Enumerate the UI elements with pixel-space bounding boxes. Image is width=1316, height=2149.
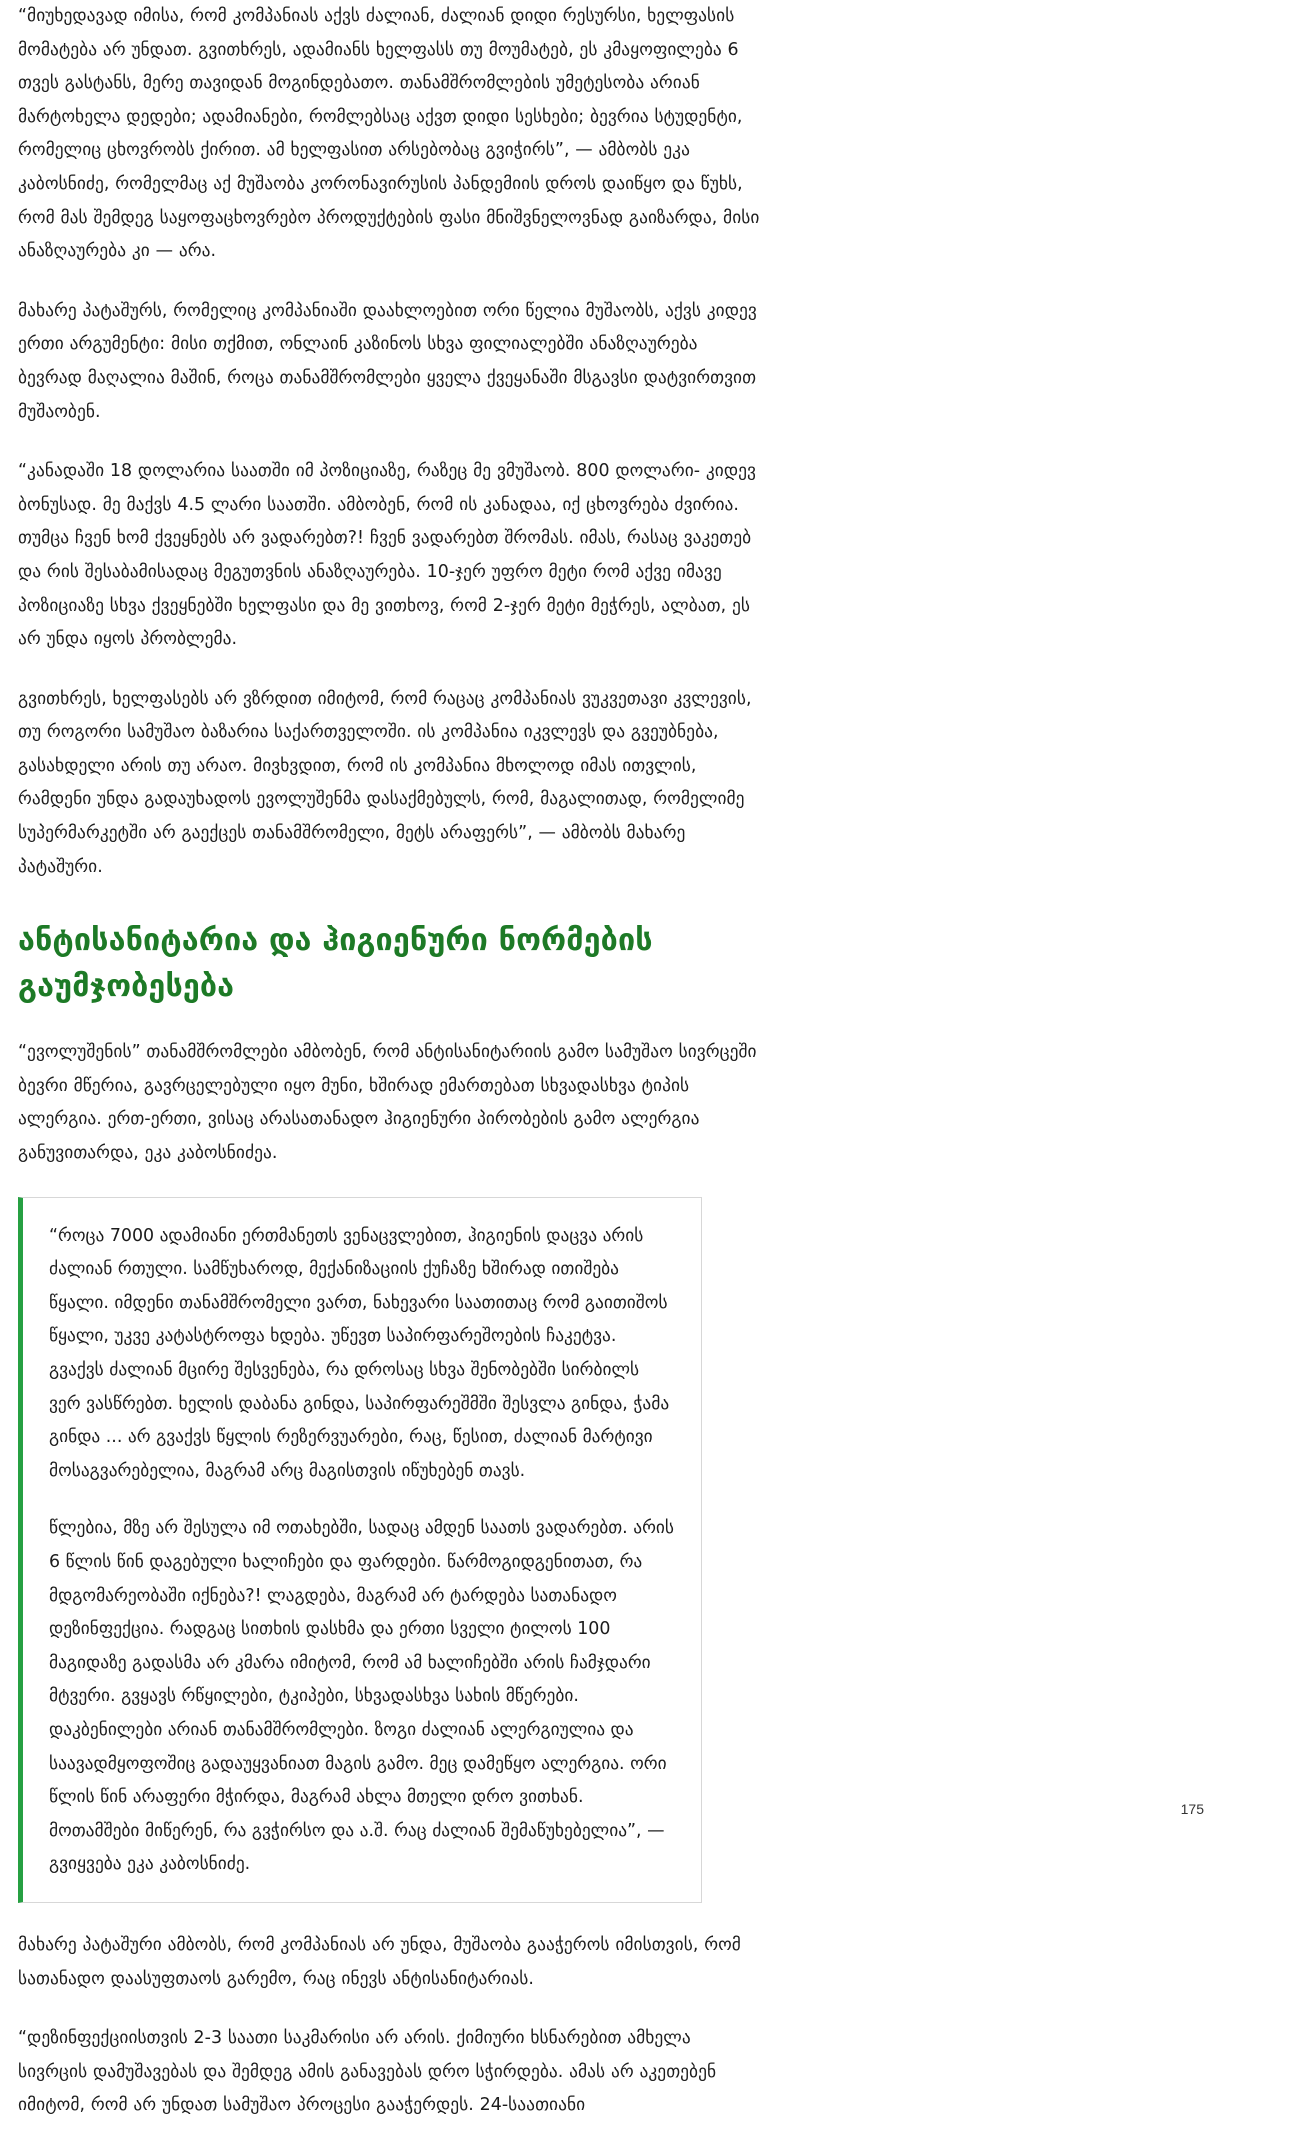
- document-content: [18, 0, 762, 2149]
- paragraph-1: “მიუხედავად იმისა, რომ კომპანიას აქვს ძალიან, ძალიან დიდი რესურსი, ხელფასის მომატება არ უნდათ. გვითხრეს, ადამიანს ხელფასს თუ მოუმატებ, ეს კმაყოფილება 6 თვეს გასტანს, მერე თავიდან მოგინდებათო. თანამშრომლების უმეტესობა არიან მარტოხელა დედები; ადამიანები, რომლებსაც აქვთ დიდი სესხები; ბევრია სტუდენტი, რომელიც ცხოვრობს ქირით. ამ ხელფასით არსებობაც გვიჭირს”, — ამბობს ეკა კაბოსნიძე, რომელმაც აქ მუშაობა კორონავირუსის პანდემიის დროს დაიწყო და წუხს, რომ მას შემდეგ საყოფაცხოვრებო პროდუქტების ფასი მნიშვნელოვნად გაიზარდა, მისი ანაზღაურება კი — არა.: [18, 6, 760, 262]
- paragraph-5: “ევოლუშენის” თანამშრომლები ამბობენ, რომ ანტისანიტარიის გამო სამუშაო სივრცეში ბევრი მწერია, გავრცელებული იყო მუნი, ხშირად ემართებათ სხვადასხვა ტიპის ალერგია. ერთ-ერთი, ვისაც არასათანადო ჰიგიენური პირობების გამო ალერგია განუვითარდა, ეკა კაბოსნიძეა.: [18, 1042, 757, 1164]
- blockquote-box: [18, 1197, 702, 1903]
- paragraph-4: გვითხრეს, ხელფასებს არ ვზრდით იმიტომ, რომ რაცაც კომპანიას ვუკვეთავი კვლევის, თუ როგორი სამუშაო ბაზარია საქართველოში. ის კომპანია იკვლევს და გვეუბნება, გასახდელი არის თუ არაო. მივხვდით, რომ ის კომპანია მხოლოდ იმას ითვლის, რამდენი უნდა გადაუხადოს ევოლუშენმა დასაქმებულს, რომ, მაგალითად, რომელიმე სუპერმარკეტში არ გაექცეს თანამშრომელი, მეტს არაფერს”, — ამბობს მახარე პატაშური.: [18, 688, 752, 877]
- paragraph-3: “კანადაში 18 დოლარია საათში იმ პოზიციაზე, რაზეც მე ვმუშაობ. 800 დოლარი- კიდევ ბონუსად. მე მაქვს 4.5 ლარი საათში. ამბობენ, რომ ის კანადაა, იქ ცხოვრება ძვირია. თუმცა ჩვენ ხომ ქვეყნებს არ ვადარებთ?! ჩვენ ვადარებთ შრომას. იმას, რასაც ვაკეთებ და რის შესაბამისადაც მეგუთვნის ანაზღაურება. 10-ჯერ უფრო მეტი რომ აქვე იმავე პოზიციაზე სხვა ქვეყნებში ხელფასი და მე ვითხოვ, რომ 2-ჯერ მეტი მეჭრეს, ალბათ, ეს არ უნდა იყოს პრობლემა.: [18, 461, 756, 650]
- paragraph-7: “დეზინფექციისთვის 2-3 საათი საკმარისი არ არის. ქიმიური ხსნარებით ამხელა სივრცის დამუშავებას და შემდეგ ამის განავებას დრო სჭირდება. ამას არ აკეთებენ იმიტომ, რომ არ უნდათ სამუშაო პროცესი გააჭერდეს. 24-საათიანი: [18, 2028, 717, 2116]
- paragraph-2: მახარე პატაშურს, რომელიც კომპანიაში დაახლოებით ორი წელია მუშაობს, აქვს კიდევ ერთი არგუმენტი: მისი თქმით, ონლაინ კაზინოს სხვა ფილიალებში ანაზღაურება ბევრად მაღალია მაშინ, როცა თანამშრომლები ყველა ქვეყანაში მსგავსი დატვირთვით მუშაობენ.: [18, 300, 757, 422]
- paragraph-6: მახარე პატაშური ამბობს, რომ კომპანიას არ უნდა, მუშაობა გააჭეროს იმისთვის, რომ სათანადო დაასუფთაოს გარემო, რაც ინევს ანტისანიტარიას.: [18, 1934, 741, 1989]
- page-number: 175: [1180, 1801, 1204, 1817]
- section-heading: ანტისანიტარია და ჰიგიენური ნორმების გაუმჯობესება: [18, 923, 653, 1005]
- blockquote-paragraph-2: წლებია, მზე არ შესულა იმ ოთახებში, სადაც ამდენ საათს ვადარებთ. არის 6 წლის წინ დაგებული ხალიჩები და ფარდები. წარმოგიდგენითათ, რა მდგომარეობაში იქნება?! ლაგდება, მაგრამ არ ტარდება სათანადო დეზინფექცია. რადგაც სითხის დასხმა და ერთი სველი ტილოს 100 მაგიდაზე გადასმა არ კმარა იმიტომ, რომ ამ ხალიჩებში არის ჩამჯდარი მტვერი. გვყავს რწყილები, ტკიპები, სხვადასხვა სახის მწერები. დაკბენილები არიან თანამშრომლები. ზოგი ძალიან ალერგიულია და საავადმყოფოშიც გადაუყვანიათ მაგის გამო. მეც დამეწყო ალერგია. ორი წლის წინ არაფერი მჭირდა, მაგრამ ახლა მთელი დრო ვითხან. მოთამშები მიწერენ, რა გვჭირსო და ა.შ. რაც ძალიან შემაწუხებელია”, — გვიყვება ეკა კაბოსნიძე.: [49, 1518, 675, 1875]
- blockquote-paragraph-1: “როცა 7000 ადამიანი ერთმანეთს ვენაცვლებით, ჰიგიენის დაცვა არის ძალიან რთული. სამწუხაროდ, მექანიზაციის ქუჩაზე ხშირად ითიშება წყალი. იმდენი თანამშრომელი ვართ, ნახევარი საათითაც რომ გაითიშოს წყალი, უკვე კატასტროფა ხდება. უწევთ საპირფარეშოების ჩაკეტვა. გვაქვს ძალიან მცირე შესვენება, რა დროსაც სხვა შენობებში სირბილს ვერ ვასწრებთ. ხელის დაბანა გინდა, საპირფარეშმში შესვლა გინდა, ჭამა გინდა ... არ გვაქვს წყლის რეზერვუარები, რაც, წესით, ძალიან მარტივი მოსაგვარებელია, მაგრამ არც მაგისთვის იწუხებენ თავს.: [49, 1225, 670, 1481]
